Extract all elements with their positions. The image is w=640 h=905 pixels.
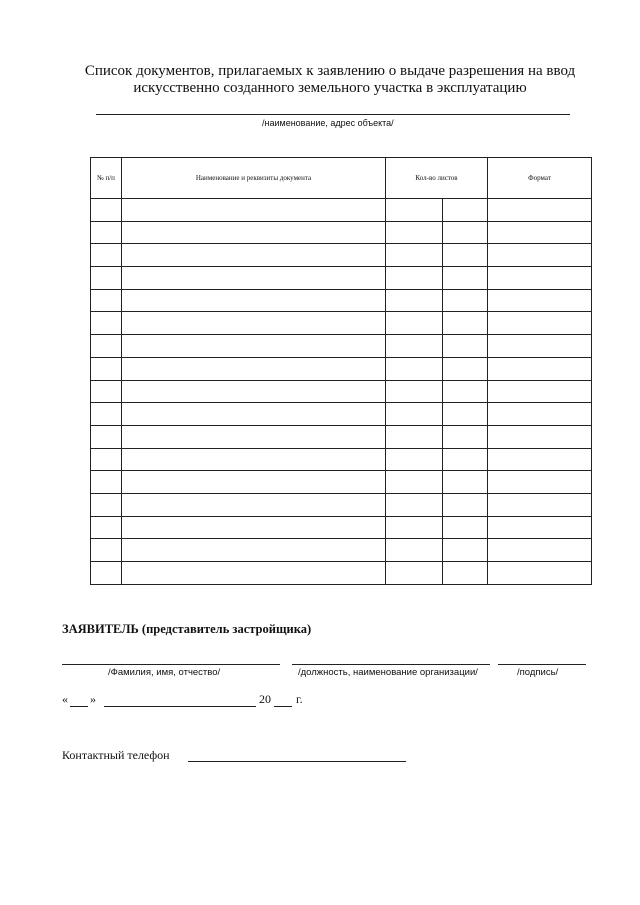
cell-document-name[interactable] (122, 471, 386, 494)
table-row (91, 562, 592, 585)
table-row (91, 221, 592, 244)
table-header-row (91, 158, 592, 199)
cell-document-name[interactable] (122, 244, 386, 267)
cell-sheets-extra[interactable] (443, 357, 488, 380)
cell-document-name[interactable] (122, 289, 386, 312)
fio-line[interactable] (62, 664, 280, 665)
cell-sheets[interactable] (386, 312, 443, 335)
cell-sheets[interactable] (386, 516, 443, 539)
table-row (91, 357, 592, 380)
table-row (91, 267, 592, 290)
date-year-line[interactable] (274, 706, 292, 707)
cell-format[interactable] (488, 562, 592, 585)
cell-number[interactable] (91, 403, 122, 426)
date-close-quote: » (90, 692, 96, 706)
cell-number[interactable] (91, 335, 122, 358)
cell-number[interactable] (91, 244, 122, 267)
cell-format[interactable] (488, 539, 592, 562)
cell-number[interactable] (91, 471, 122, 494)
cell-sheets[interactable] (386, 493, 443, 516)
cell-format[interactable] (488, 425, 592, 448)
cell-format[interactable] (488, 267, 592, 290)
cell-sheets[interactable] (386, 471, 443, 494)
cell-document-name[interactable] (122, 357, 386, 380)
cell-number[interactable] (91, 221, 122, 244)
cell-document-name[interactable] (122, 493, 386, 516)
table-row (91, 516, 592, 539)
date-day-line[interactable] (70, 706, 88, 707)
table-row (91, 539, 592, 562)
cell-document-name[interactable] (122, 199, 386, 222)
cell-format[interactable] (488, 357, 592, 380)
cell-sheets-extra[interactable] (443, 199, 488, 222)
cell-document-name[interactable] (122, 425, 386, 448)
document-title (60, 63, 600, 97)
header-sheets: Кол-во листов (386, 158, 488, 199)
cell-sheets[interactable] (386, 562, 443, 585)
cell-number[interactable] (91, 357, 122, 380)
cell-number[interactable] (91, 312, 122, 335)
cell-document-name[interactable] (122, 312, 386, 335)
fio-caption: /Фамилия, имя, отчество/ (108, 667, 221, 678)
cell-number[interactable] (91, 380, 122, 403)
cell-format[interactable] (488, 289, 592, 312)
cell-document-name[interactable] (122, 380, 386, 403)
cell-number[interactable] (91, 516, 122, 539)
cell-sheets[interactable] (386, 221, 443, 244)
cell-number[interactable] (91, 562, 122, 585)
cell-sheets-extra[interactable] (443, 380, 488, 403)
cell-format[interactable] (488, 403, 592, 426)
cell-document-name[interactable] (122, 539, 386, 562)
object-caption: /наименование, адрес объекта/ (262, 118, 394, 128)
cell-format[interactable] (488, 335, 592, 358)
cell-sheets[interactable] (386, 267, 443, 290)
cell-document-name[interactable] (122, 448, 386, 471)
table-row (91, 471, 592, 494)
cell-number[interactable] (91, 199, 122, 222)
table-row (91, 425, 592, 448)
phone-line[interactable] (188, 761, 406, 762)
object-line[interactable] (96, 114, 570, 115)
year-prefix: 20 (259, 692, 271, 706)
cell-number[interactable] (91, 539, 122, 562)
cell-sheets[interactable] (386, 357, 443, 380)
table-row (91, 199, 592, 222)
cell-sheets-extra[interactable] (443, 471, 488, 494)
signature-line[interactable] (498, 664, 586, 665)
cell-sheets-extra[interactable] (443, 562, 488, 585)
table-row (91, 312, 592, 335)
cell-sheets-extra[interactable] (443, 335, 488, 358)
cell-sheets-extra[interactable] (443, 403, 488, 426)
table-row (91, 380, 592, 403)
date-month-line[interactable] (104, 706, 256, 707)
cell-format[interactable] (488, 516, 592, 539)
cell-number[interactable] (91, 425, 122, 448)
cell-sheets[interactable] (386, 289, 443, 312)
cell-sheets[interactable] (386, 199, 443, 222)
table-row (91, 289, 592, 312)
cell-format[interactable] (488, 312, 592, 335)
cell-document-name[interactable] (122, 562, 386, 585)
position-line[interactable] (292, 664, 490, 665)
cell-sheets-extra[interactable] (443, 289, 488, 312)
documents-table (90, 157, 592, 585)
cell-sheets-extra[interactable] (443, 221, 488, 244)
cell-sheets[interactable] (386, 403, 443, 426)
cell-sheets[interactable] (386, 244, 443, 267)
cell-sheets[interactable] (386, 380, 443, 403)
cell-document-name[interactable] (122, 403, 386, 426)
cell-document-name[interactable] (122, 221, 386, 244)
cell-sheets[interactable] (386, 448, 443, 471)
cell-document-name[interactable] (122, 516, 386, 539)
cell-number[interactable] (91, 289, 122, 312)
header-number: № п/п (91, 158, 122, 199)
header-name: Наименование и реквизиты документа (122, 158, 386, 199)
cell-format[interactable] (488, 471, 592, 494)
cell-format[interactable] (488, 199, 592, 222)
cell-number[interactable] (91, 267, 122, 290)
cell-sheets-extra[interactable] (443, 425, 488, 448)
signature-caption: /подпись/ (517, 667, 559, 678)
cell-document-name[interactable] (122, 267, 386, 290)
cell-sheets[interactable] (386, 425, 443, 448)
cell-sheets-extra[interactable] (443, 539, 488, 562)
applicant-title: ЗАЯВИТЕЛЬ (представитель застройщика) (62, 622, 312, 636)
cell-sheets-extra[interactable] (443, 267, 488, 290)
cell-sheets-extra[interactable] (443, 516, 488, 539)
table-row (91, 448, 592, 471)
cell-document-name[interactable] (122, 335, 386, 358)
cell-sheets[interactable] (386, 335, 443, 358)
position-caption: /должность, наименование организации/ (298, 667, 478, 678)
title-line-1: Список документов, прилагаемых к заявлению о выдаче разрешения на ввод (84, 63, 576, 79)
table-row (91, 403, 592, 426)
date-open-quote: « (62, 692, 68, 706)
title-line-2: искусственно созданного земельного участка в эксплуатацию (133, 80, 527, 96)
cell-number[interactable] (91, 493, 122, 516)
cell-sheets-extra[interactable] (443, 448, 488, 471)
cell-number[interactable] (91, 448, 122, 471)
year-suffix: г. (296, 692, 303, 706)
cell-sheets-extra[interactable] (443, 493, 488, 516)
table-row (91, 335, 592, 358)
cell-sheets-extra[interactable] (443, 244, 488, 267)
cell-sheets[interactable] (386, 539, 443, 562)
cell-format[interactable] (488, 380, 592, 403)
phone-label: Контактный телефон (62, 748, 170, 762)
header-format: Формат (488, 158, 592, 199)
table-row (91, 493, 592, 516)
cell-format[interactable] (488, 221, 592, 244)
cell-format[interactable] (488, 493, 592, 516)
cell-sheets-extra[interactable] (443, 312, 488, 335)
cell-format[interactable] (488, 448, 592, 471)
cell-format[interactable] (488, 244, 592, 267)
table-row (91, 244, 592, 267)
